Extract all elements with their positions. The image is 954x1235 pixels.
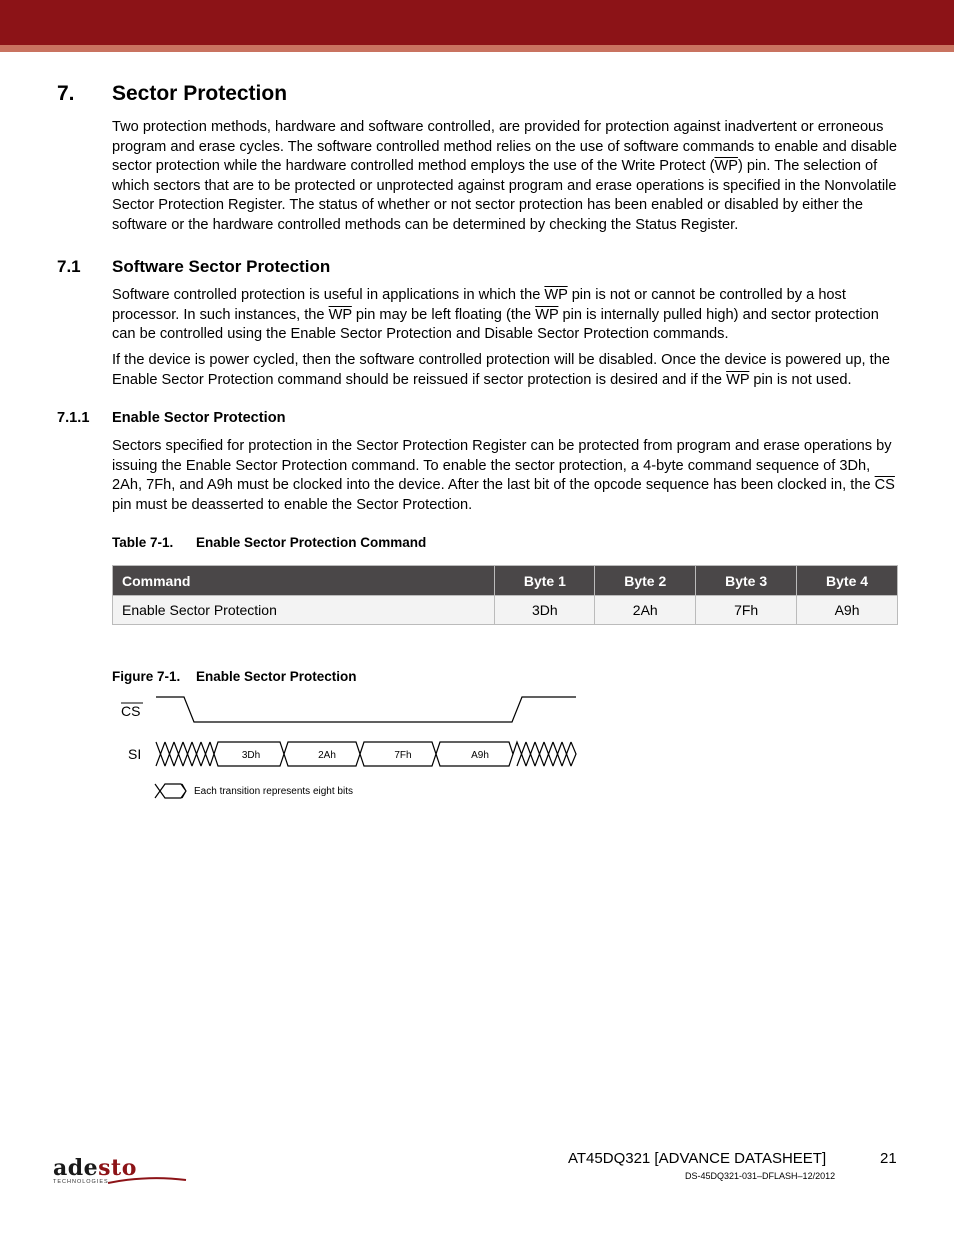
timing-diagram	[110, 688, 590, 808]
table-caption-title: Enable Sector Protection Command	[196, 535, 427, 550]
figure-caption	[112, 669, 357, 684]
table-cell: 3Dh	[495, 596, 595, 625]
intro-paragraph	[112, 118, 897, 235]
document-number: DS-45DQ321-031–DFLASH–12/2012	[685, 1171, 836, 1181]
header-stripe	[0, 45, 954, 52]
si-byte-label: 2Ah	[318, 750, 336, 761]
subsection-title: Software Sector Protection	[112, 257, 331, 276]
section-number: 7.	[57, 82, 75, 105]
si-byte-label: 3Dh	[241, 750, 261, 761]
subsubsection-title: Enable Sector Protection	[112, 410, 286, 426]
wp-signal: $\overline{WP}$	[544, 287, 568, 303]
intro-text-a: Two protection methods, hardware and software controlled, are provided for protection against inadvertent or erroneous program and erase cycles. The software controlled method relies on the use of software commands to enable and disable sector protection while the hardware controlled method employs the use of the Write Protect (	[112, 119, 897, 174]
table-cell: 7Fh	[696, 596, 797, 625]
section-title: Sector Protection	[112, 82, 288, 105]
table-cell: A9h	[797, 596, 898, 625]
footer-title: AT45DQ321 [ADVANCE DATASHEET]	[568, 1150, 827, 1167]
si-byte-label: 7Fh	[394, 750, 412, 761]
si-byte-label: A9h	[471, 750, 489, 761]
cs-signal: $\overline{CS}$	[874, 477, 895, 493]
text: Software controlled protection is useful in applications in which the	[112, 287, 545, 303]
logo-swoosh-icon	[108, 1177, 188, 1185]
table-header-cell: Byte 3	[696, 566, 797, 596]
command-table	[112, 565, 898, 625]
si-waveform	[156, 742, 576, 766]
wp-signal: $\overline{WP}$	[535, 306, 559, 323]
text: pin is not used.	[749, 371, 852, 388]
subsection-number: 7.1	[57, 257, 81, 276]
software-paragraph-1	[112, 286, 897, 345]
table-header-cell: Byte 4	[797, 566, 898, 596]
header-bar	[0, 0, 954, 45]
text: pin may be left floating (the	[351, 306, 536, 323]
company-logo	[53, 1155, 137, 1185]
table-cell: 2Ah	[595, 596, 696, 625]
table-header-cell: Byte 1	[495, 566, 595, 596]
wp-signal: $\overline{WP}$	[714, 158, 738, 174]
table-header-row	[113, 566, 898, 596]
wp-signal: $\overline{WP}$	[726, 371, 750, 388]
logo-part: ade	[53, 1155, 99, 1181]
software-paragraph-2	[112, 351, 897, 390]
wp-signal: $\overline{WP}$	[328, 306, 352, 323]
figure-caption-number: Figure 7-1.	[112, 669, 181, 684]
table-header-cell: Byte 2	[595, 566, 696, 596]
cs-label: CS	[121, 703, 141, 719]
logo-part: sto	[98, 1155, 137, 1181]
subsubsection-heading	[57, 410, 286, 426]
table-caption-number: Table 7-1.	[112, 535, 174, 550]
si-label: SI	[128, 746, 142, 762]
table-row	[113, 596, 898, 625]
text: pin must be deasserted to enable the Sector Protection.	[112, 496, 473, 513]
text: pin is not or cannot be controlled by a host processor. In such instances, the	[112, 287, 846, 323]
transition-legend-icon	[155, 784, 186, 798]
page-number: 21	[880, 1150, 897, 1167]
figure-caption-title: Enable Sector Protection	[196, 669, 357, 684]
table-cell: Enable Sector Protection	[113, 596, 495, 625]
enable-paragraph	[112, 437, 897, 515]
table-header-cell: Command	[113, 566, 495, 596]
table-caption	[112, 535, 427, 550]
subsection-heading	[57, 257, 331, 277]
subsubsection-number: 7.1.1	[57, 410, 90, 426]
text: Sectors specified for protection in the Sector Protection Register can be protected from program and erase operations by issuing the Enable Sector Protection command. To enable the sector protection, a 4-byte command sequence of 3Dh, 2Ah, 7Fh, and A9h must be clocked into the device. After the last bit of the opcode sequence has been clocked in, the	[112, 438, 892, 493]
cs-waveform	[156, 697, 576, 722]
intro-text-b: ) pin. The selection of which sectors that are to be protected or unprotected against program and erase operations is specified in the Nonvolatile Sector Protection Register. The status of whether or not sector protection has been enabled or disabled by either the software or the hardware controlled methods can be determined by checking the Status Register.	[112, 158, 897, 233]
text: If the device is power cycled, then the software controlled protection will be disabled. Once the device is powered up, the Enable Sector Protection command should be reissued if sector protection is desired and if the	[112, 352, 890, 388]
text: pin is internally pulled high) and sector protection can be controlled using the Enable Sector Protection and Disable Sector Protection commands.	[112, 306, 879, 342]
transition-legend-text: Each transition represents eight bits	[194, 786, 353, 797]
logo-subtitle: TECHNOLOGIES	[53, 1179, 109, 1185]
